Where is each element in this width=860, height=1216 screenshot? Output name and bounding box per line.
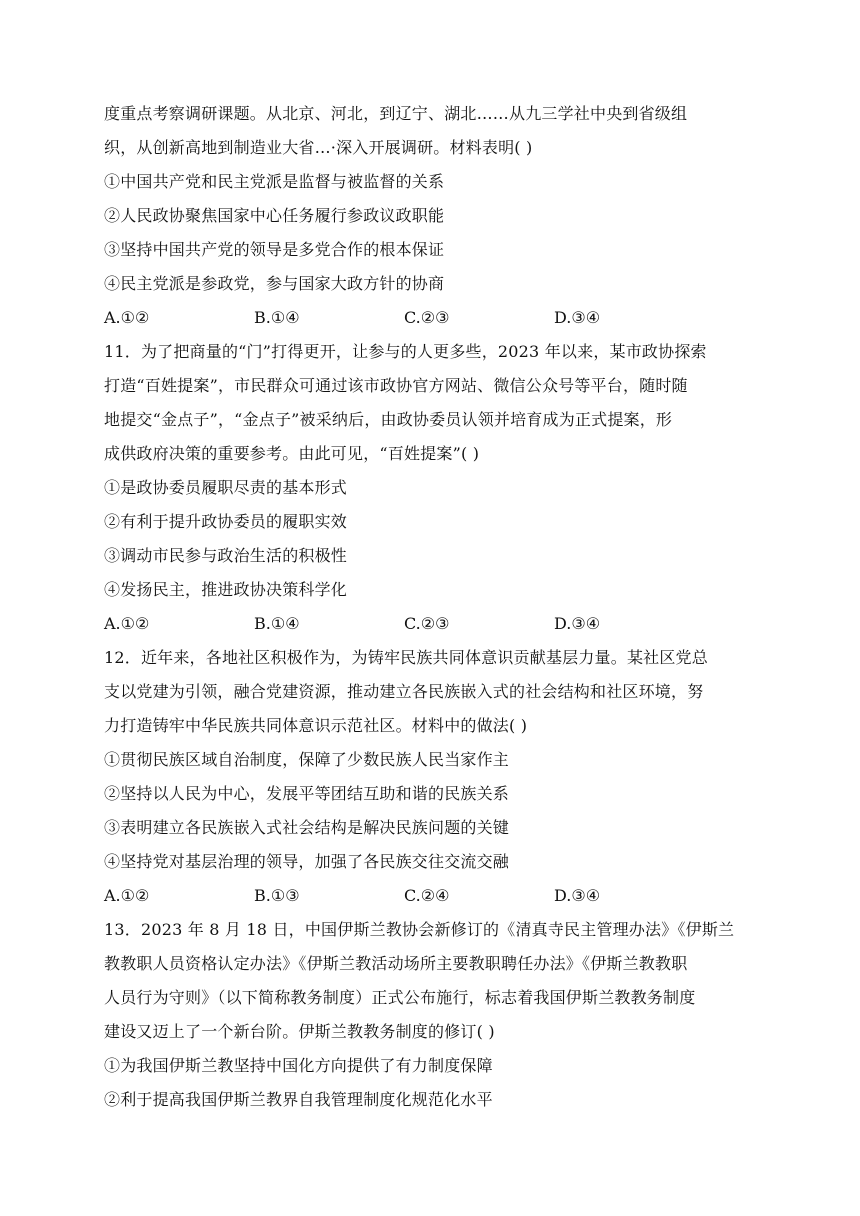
- q11-option-a: A.①②: [104, 614, 150, 633]
- q12-option-d: D.③④: [554, 886, 601, 905]
- q10-stem-line-2: 织，从创新高地到制造业大省…·深入开展调研。材料表明( ): [104, 138, 533, 157]
- q13-stem-line-3: 人员行为守则》（以下简称教务制度）正式公布施行，标志着我国伊斯兰教教务制度: [104, 988, 696, 1007]
- q12-stem-line-1: 12．近年来，各地社区积极作为，为铸牢民族共同体意识贡献基层力量。某社区党总: [104, 648, 708, 667]
- q12-stem-line-2: 支以党建为引领，融合党建资源，推动建立各民族嵌入式的社会结构和社区环境，努: [104, 682, 704, 701]
- q13-item-2: ②利于提高我国伊斯兰教界自我管理制度化规范化水平: [104, 1090, 493, 1109]
- q12-option-b: B.①③: [254, 886, 300, 905]
- q10-item-1: ①中国共产党和民主党派是监督与被监督的关系: [104, 172, 445, 191]
- q11-stem-line-1: 11．为了把商量的“门”打得更开，让参与的人更多些，2023 年以来，某市政协探索: [104, 342, 707, 361]
- q12-item-4: ④坚持党对基层治理的领导，加强了各民族交往交流交融: [104, 852, 510, 871]
- q13-stem-line-4: 建设又迈上了一个新台阶。伊斯兰教教务制度的修订( ): [104, 1022, 495, 1041]
- q10-option-b: B.①④: [254, 308, 300, 327]
- q11-stem-line-2: 打造“百姓提案”，市民群众可通过该市政协官方网站、微信公众号等平台，随时随: [104, 376, 688, 395]
- q12-item-3: ③表明建立各民族嵌入式社会结构是解决民族问题的关键: [104, 818, 510, 837]
- q12-option-c: C.②④: [404, 886, 450, 905]
- q11-stem-line-3: 地提交“金点子”，“金点子”被采纳后，由政协委员认领并培育成为正式提案，形: [104, 410, 673, 429]
- q12-item-2: ②坚持以人民为中心，发展平等团结互助和谐的民族关系: [104, 784, 510, 803]
- q13-stem-line-2: 教教职人员资格认定办法》《伊斯兰教活动场所主要教职聘任办法》《伊斯兰教教职: [104, 954, 688, 973]
- q12-stem-line-3: 力打造铸牢中华民族共同体意识示范社区。材料中的做法( ): [104, 716, 528, 735]
- q10-item-3: ③坚持中国共产党的领导是多党合作的根本保证: [104, 240, 445, 259]
- q10-stem-line-1: 度重点考察调研课题。从北京、河北，到辽宁、湖北……从九三学社中央到省级组: [104, 104, 688, 123]
- q11-option-d: D.③④: [554, 614, 601, 633]
- q10-item-4: ④民主党派是参政党，参与国家大政方针的协商: [104, 274, 445, 293]
- q10-option-c: C.②③: [404, 308, 450, 327]
- q12-item-1: ①贯彻民族区域自治制度，保障了少数民族人民当家作主: [104, 750, 510, 769]
- q13-item-1: ①为我国伊斯兰教坚持中国化方向提供了有力制度保障: [104, 1056, 493, 1075]
- q10-item-2: ②人民政协聚焦国家中心任务履行参政议政职能: [104, 206, 445, 225]
- q11-option-b: B.①④: [254, 614, 300, 633]
- q11-item-4: ④发扬民主，推进政协决策科学化: [104, 580, 348, 599]
- q11-stem-line-4: 成供政府决策的重要参考。由此可见，“百姓提案”( ): [104, 444, 480, 463]
- q11-option-c: C.②③: [404, 614, 450, 633]
- q13-stem-line-1: 13．2023 年 8 月 18 日，中国伊斯兰教协会新修订的《清真寺民主管理办法》《伊斯兰: [104, 920, 735, 939]
- q12-option-a: A.①②: [104, 886, 150, 905]
- q10-option-a: A.①②: [104, 308, 150, 327]
- q11-item-1: ①是政协委员履职尽责的基本形式: [104, 478, 348, 497]
- q11-item-3: ③调动市民参与政治生活的积极性: [104, 546, 348, 565]
- q10-option-d: D.③④: [554, 308, 601, 327]
- q11-item-2: ②有利于提升政协委员的履职实效: [104, 512, 348, 531]
